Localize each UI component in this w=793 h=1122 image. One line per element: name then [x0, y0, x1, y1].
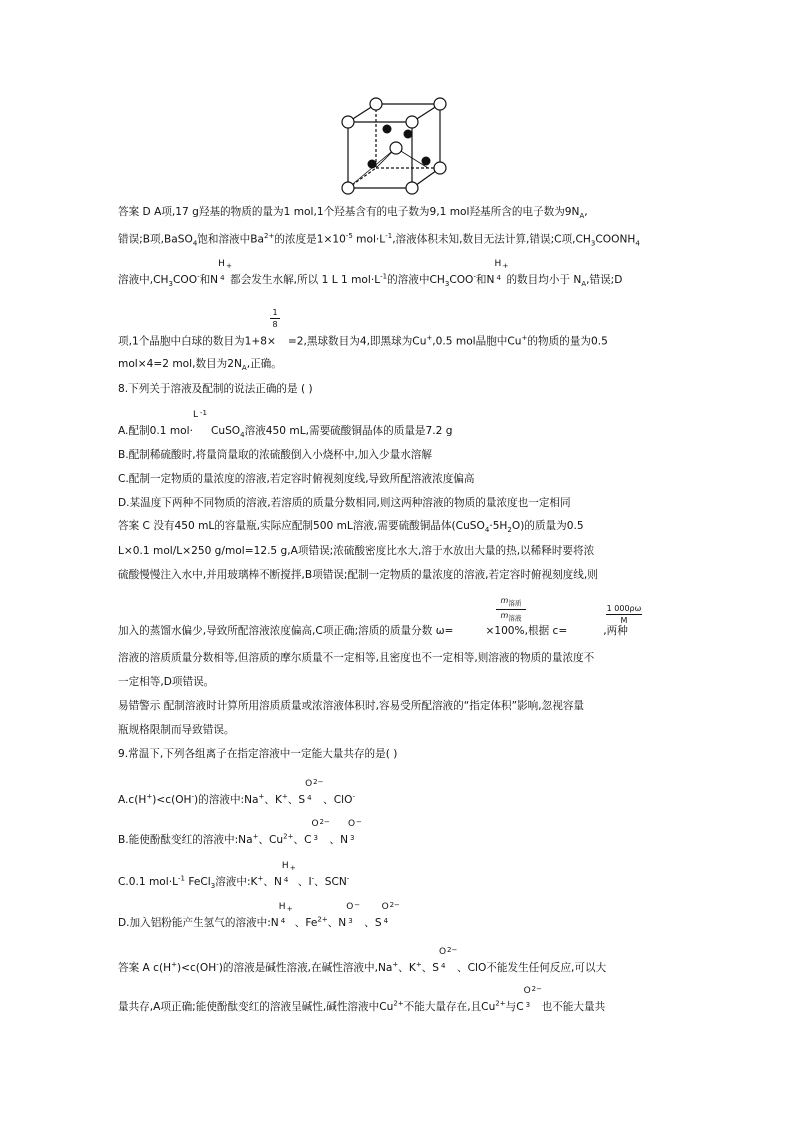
q8-option-b: B.配制稀硫酸时,将量筒量取的浓硫酸倒入小烧杯中,加入少量水溶解 — [118, 449, 432, 461]
q8-answer-line1: 答案 C 没有450 mL的容量瓶,实际应配制500 mL溶液,需要硫酸铜晶体$(CuSO_4\cdot 5H_2O)$的质量为0.5 — [118, 520, 584, 535]
white-atom — [406, 116, 418, 128]
q9-option-a: A.c(H+)<c(OH-)的溶液中:Na+、K+、S O 2− 4 、ClO- — [118, 778, 355, 806]
q8-answer-line5: 溶液的溶质质量分数相等,但溶质的摩尔质量不一定相等,且密度也不一定相等,则溶液的物质的量浓度不 — [118, 652, 595, 664]
white-atom — [406, 182, 418, 194]
white-atom — [434, 98, 446, 110]
fraction-one-eighth: 1 8 — [270, 308, 280, 329]
q7-answer-line2: 错误;B项,BaSO$_4$饱和溶液中$Ba^{2+}$的浓度是$1\times 10^{-5}$ $mol\cdot L^{-1}$,溶液体积未知,数目无法计算,错误;C项$,CH_3COONH_4$ — [118, 232, 640, 248]
black-atom — [422, 157, 431, 166]
q8-answer-line4: 加入的蒸馏水偏少,导致所配溶液浓度偏高,C项正确;溶质的质量分数 ω= ×100%,根据 c= ,两种 — [118, 625, 628, 637]
q8-option-a: A.配制0.1 mol· L -1 CuSO$_4$溶液450 mL,需要硫酸铜晶体的质量是7.2 g — [118, 409, 453, 440]
q7-answer-line3: 溶液中$,CH_3COO^-$和N H + 4 都会发生水解,所以 1 L 1 $mol\cdot L^{-1}$的溶液中$CH_3COO^-$和N H + 4 的数目均小于 $N_A$,错误;D — [118, 259, 623, 289]
mass-fraction-formula: $m_{溶质}$ $m_{溶液}$ — [496, 596, 526, 622]
black-atom — [368, 160, 377, 169]
q8-stem: 8.下列关于溶液及配制的说法正确的是 ( ) — [118, 383, 313, 395]
error-warning-line2: 瓶规格限制而导致错误。 — [118, 724, 235, 736]
q8-option-d: D.某温度下两种不同物质的溶液,若溶质的质量分数相同,则这两种溶液的物质的量浓度也一定相同 — [118, 497, 571, 509]
q7-answer-line4: 项,1个晶胞中白球的数目为1+8× =2,黑球数目为4,即黑球为Cu+,0.5 mol晶胞中Cu+的物质的量为0.5 — [118, 334, 608, 348]
q7-answer-line5: mol×4=2 mol,数目为$2N_A$,正确。 — [118, 358, 282, 373]
error-warning-line1: 易错警示 配制溶液时计算所用溶质质量或浓溶液体积时,容易受所配溶液的“指定体积”影响,忽视容量 — [118, 700, 585, 712]
white-atom — [434, 162, 446, 174]
q9-answer-line2: 量共存,A项正确;能使酚酞变红的溶液呈碱性,碱性溶液中$Cu^{2+}$不能大量存在,且$Cu^{2+}$与C O 2− 3 也不能大量共 — [118, 985, 606, 1013]
white-atom — [342, 116, 354, 128]
black-atom — [383, 125, 392, 134]
white-atom — [342, 182, 354, 194]
q9-stem: 9.常温下,下列各组离子在指定溶液中一定能大量共存的是( ) — [118, 748, 398, 760]
concentration-formula: 1 000ρω M — [606, 604, 642, 625]
q8-answer-line2: L×0.1 mol/L×250 g/mol=12.5 g,A项错误;浓硫酸密度比水大,溶于水放出大量的热,以稀释时要将浓 — [118, 545, 595, 557]
q8-option-c: C.配制一定物质的量浓度的溶液,若定容时俯视刻度线,导致所配溶液浓度偏高 — [118, 473, 475, 485]
crystal-cell-figure — [330, 88, 450, 196]
black-atom — [404, 130, 413, 139]
q9-answer-line1: 答案 A c(H+)<c(OH-)的溶液是碱性溶液,在碱性溶液中,Na+、K+、S O 2− 4 、ClO不能发生任何反应,可以大 — [118, 946, 607, 974]
white-atom — [390, 142, 402, 154]
q9-option-d: D.加入铝粉能产生氢气的溶液中:N H + 4 、$Fe^{2+}$、N O − 3 、S O 2− 4 — [118, 901, 400, 929]
q8-answer-line6: 一定相等,D项错误。 — [118, 676, 215, 688]
q8-answer-line3: 硫酸慢慢注入水中,并用玻璃棒不断搅拌,B项错误;配制一定物质的量浓度的溶液,若定容时俯视刻度线,则 — [118, 569, 598, 581]
white-atom — [370, 98, 382, 110]
q9-option-c: C.0.1 $mol\cdot L^{-1}$ FeCl$_3$溶液中:K+、N H + 4 、I-、SCN- — [118, 861, 350, 891]
q7-answer-line1: 答案 D A项,17 g羟基的物质的量为1 mol,1个羟基含有的电子数为9,1 mol羟基所含的电子数为$9N_A$, — [118, 206, 588, 221]
q9-option-b: B.能使酚酞变红的溶液中:Na+、$Cu^{2+}$、C O 2− 3 、N O − 3 — [118, 818, 362, 846]
